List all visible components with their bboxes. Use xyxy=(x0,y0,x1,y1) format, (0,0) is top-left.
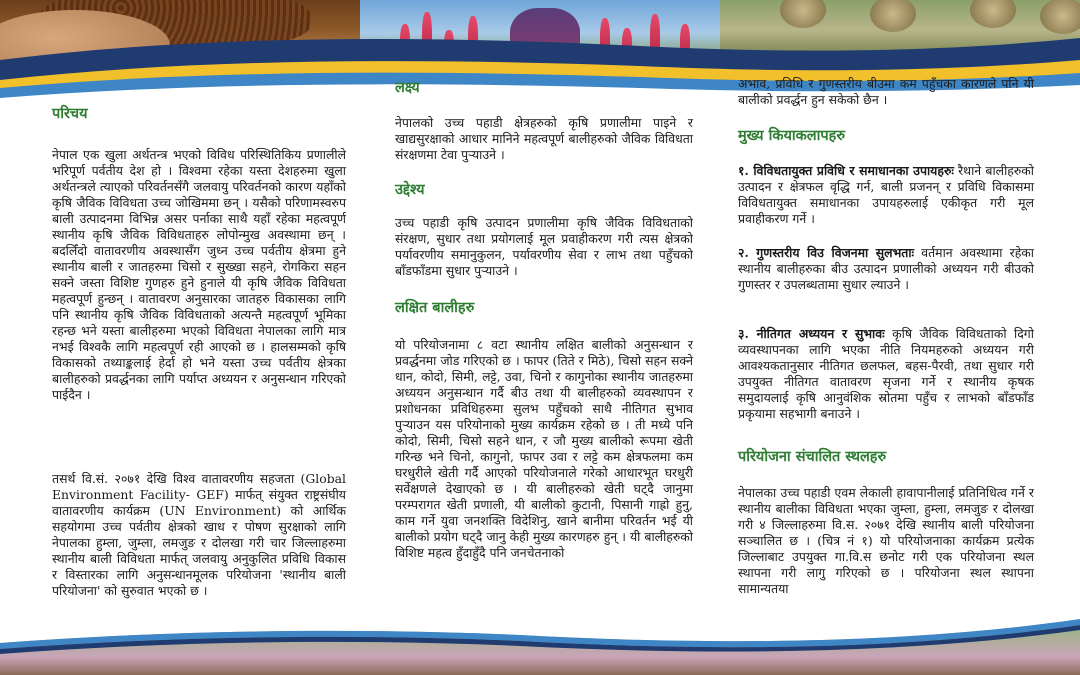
activity-title: १. विविधतायुक्त प्रविधि र समाधानका उपायहरुः xyxy=(738,163,954,178)
activity-item xyxy=(738,245,1034,293)
activity-item xyxy=(738,326,1034,422)
project-sites-paragraph: नेपालका उच्च पहाडी एवम लेकाली हावापानीलाई प्रतिनिधित्व गर्ने र स्थानीय बालीका विविधता भएका जुम्ला, हुम्ला, लमजुङ र दोलखा गरी ४ जिल्लाहरुमा वि.स. २०७१ देखि स्थानीय बाली परियोजना सञ्चालित छ । (चित्र नं १) यो परियोजनाका कार्यक्रम प्रत्येक जिल्लाबाट उपयुक्त गा.वि.स छनोट गरी एक परियोजना स्थल स्थापना गरी लागु गरिएको छ । परियोजना स्थल स्थापना सामान्यतया xyxy=(738,485,1034,596)
intro-paragraph: नेपाल एक खुला अर्थतन्त्र भएको विविध परिस्थितिकिय प्रणालीले भरिपूर्ण पर्वतीय देश हो । विश्वमा रहेका यस्ता देशहरुमा खुला अर्थतन्त्रले त्याएको परिवर्तनसँगै जलवायु परिवर्तनको कारण यहाँको कृषि जैविक विविधता उच्च जोखिममा छन् । यसैको परिणामस्वरुप बाली उत्पादनमा विभिन्न असर पर्नाका साथै यहाँ रहेका महत्वपूर्ण स्थानीय कृषि जैविक विविधताहरु लोपोन्मुख अवस्थामा छन् । बदलिँदो वातावरणीय अवस्थासँग जुध्न उच्च पर्वतीय क्षेत्रमा हुने स्थानीय बाली र जातहरुमा चिसो र सुख्खा सहने, रोगकिरा सहन सक्ने जस्ता विशिष्ट गुणहरु हुने हुनाले यी कृषि जैविक विविधता महत्वपूर्ण हुन्छन् । वातावरण अनुसारका जातहरु विकासका लागि पनि स्थानीय कृषि जैविक विविधताको अत्यन्तै महत्वपूर्ण भूमिका रहन्छ भने यस्ता बालीहरुमा भएको विविधता नेपालका लागि मात्र नभई विश्वकै लागि महत्वपूर्ण रही आएको छ । हालसम्मको कृषि विकासको तथ्याङ्कलाई हेर्दा हो भने यस्ता उच्च पर्वतीय क्षेत्रका बालीहरुको प्रवर्द्धनका लागि पर्याप्त अध्ययन र अनुसन्धान गरिएको पाईदैन । xyxy=(52,147,346,402)
intro-heading: परिचय xyxy=(52,105,88,122)
project-sites-heading: परियोजना संचालित स्थलहरु xyxy=(738,448,887,465)
objective-paragraph: उच्च पहाडी कृषि उत्पादन प्रणालीमा कृषि जैविक विविधताको संरक्षण, सुधार तथा प्रयोगलाई मूल प्रवाहीकरण गरी त्यस क्षेत्रको पर्यावरणीय समानुकुलन, पर्यावरणीय सेवा र लाभ तथा पहुँचको बाँडफाँडमा सुधार पुऱ्याउने । xyxy=(395,215,693,278)
gef-paragraph: तसर्थ वि.सं. २०७१ देखि विश्व वातावरणीय सहजता (Global Environment Facility- GEF) मार्फत् संयुक्त राष्ट्रसंघीय वातावरणीय कार्यक्रम (UN Environment) को आर्थिक सहयोगमा उच्च पर्वतीय क्षेत्रको खाध र पोषण सुरक्षाको लागि नेपालका हुम्ला, जुम्ला, लमजुङ र दोलखा गरी चार जिल्लाहरुमा स्थानीय बाली विविधता मार्फत् जलवायु अनुकुलित प्रविधि विकास र विस्तारका लागि अनुसन्धानमूलक परियोजना 'स्थानीय बाली परियोजना' को सुरुवात भएको छ । xyxy=(52,471,346,598)
target-crops-paragraph: यो परियोजनामा ८ वटा स्थानीय लक्षित बालीको अनुसन्धान र प्रवर्द्धनमा जोड गरिएको छ । फापर (तिते र मिठे), चिसो सहन सक्ने धान, कोदो, सिमी, लट्टे, उवा, चिनो र कागुनोका स्थानीय जातहरुमा अध्ययन अनुसन्धान गर्दै बीउ तथा यी बालीहरुको व्यवस्थापन र प्रशोधनका प्रविधिहरुमा सुलभ पहुँचको साथै नीतिगत सुभाव पुऱ्याउन यस परियोनाको मुख्य कार्यक्रम रहेको छ । ती मध्ये पनि कोदो, सिमी, चिसो सहने धान, र जौ मुख्य बालीको रूपमा खेती गरिन्छ भने चिनो, कागुनो, फापर उवा र लट्टे कम क्षेत्रफलमा कम घरधुरीले खेती गर्दै आएको परियोजनाले गरेको आधारभूत घरधुरी सर्वेक्षणले देखाएको छ । यी बालीहरुको खेती घट्दै जानुमा परम्परागत खेती प्रणाली, यी बालीको कुटानी, पिसानी गाह्रो हुनु, काम गर्ने युवा जनशक्ति विदेशिनु, खाने बानीमा परिवर्तन भई यी बालीको प्रयोग घट्दै जानु केही मुख्य कारणहरु हुन् । यी बालीहरुको विशिष्ट महत्व हुँदाहुँदै पनि जनचेतनाको xyxy=(395,337,693,560)
target-crops-heading: लक्षित बालीहरु xyxy=(395,299,475,316)
objective-heading: उद्देश्य xyxy=(395,181,425,198)
goal-paragraph: नेपालको उच्च पहाडी क्षेत्रहरुको कृषि प्रणालीमा पाइने र खाद्यसुरक्षाको आधार मानिने महत्वपूर्ण बालीहरुको जैविक विविधता संरक्षणमा टेवा पुऱ्याउने । xyxy=(395,115,693,162)
activities-heading: मुख्य कियाकलापहरु xyxy=(738,127,845,144)
activity-item xyxy=(738,163,1034,227)
continued-paragraph: अभाव, प्रविधि र गुणस्तरीय बीउमा कम पहुँचका कारणले पनि यी बालीको प्रवर्द्धन हुन सकेको छैन । xyxy=(738,76,1034,107)
activity-text: कृषि जैविक विविधताको दिगो व्यवस्थापनका लागि भएका नीति नियमहरुको अध्ययन गरी आवश्यकतानुसार नीतिगत छलफल, बहस-पैरवी, तथा सुधार गरी उपयुक्त नीतिगत वातावरण सृजना गर्ने र स्थानीय कृषक समुदायलाई कृषि आनुवंशिक स्रोतमा पहुँच र लाभको बाँडफाँड प्रकृयामा सहभागी बनाउने । xyxy=(738,326,1034,421)
activity-title: ३. नीतिगत अध्ययन र सुभावः xyxy=(738,326,885,341)
goal-heading: लक्ष्य xyxy=(395,79,420,96)
activity-text: वर्तमान अवस्थामा रहेका स्थानीय बालीहरुका बीउ उत्पादन प्रणालीको अध्ययन गरी बीउको गुणस्तर र उपलब्धतामा सुधार ल्याउने । xyxy=(738,245,1034,292)
activity-text: रैथाने बालीहरुको उत्पादन र क्षेत्रफल वृद्धि गर्न, बाली प्रजनन् र प्रविधि विकासमा विविधतायुक्त समाधानका उपायहरुलाई एकीकृत गरी मूल प्रवाहीकरण गर्ने । xyxy=(738,163,1034,226)
activity-title: २. गुणस्तरीय विउ विजनमा सुलभताः xyxy=(738,245,915,260)
bottom-wave-divider xyxy=(0,605,1080,655)
